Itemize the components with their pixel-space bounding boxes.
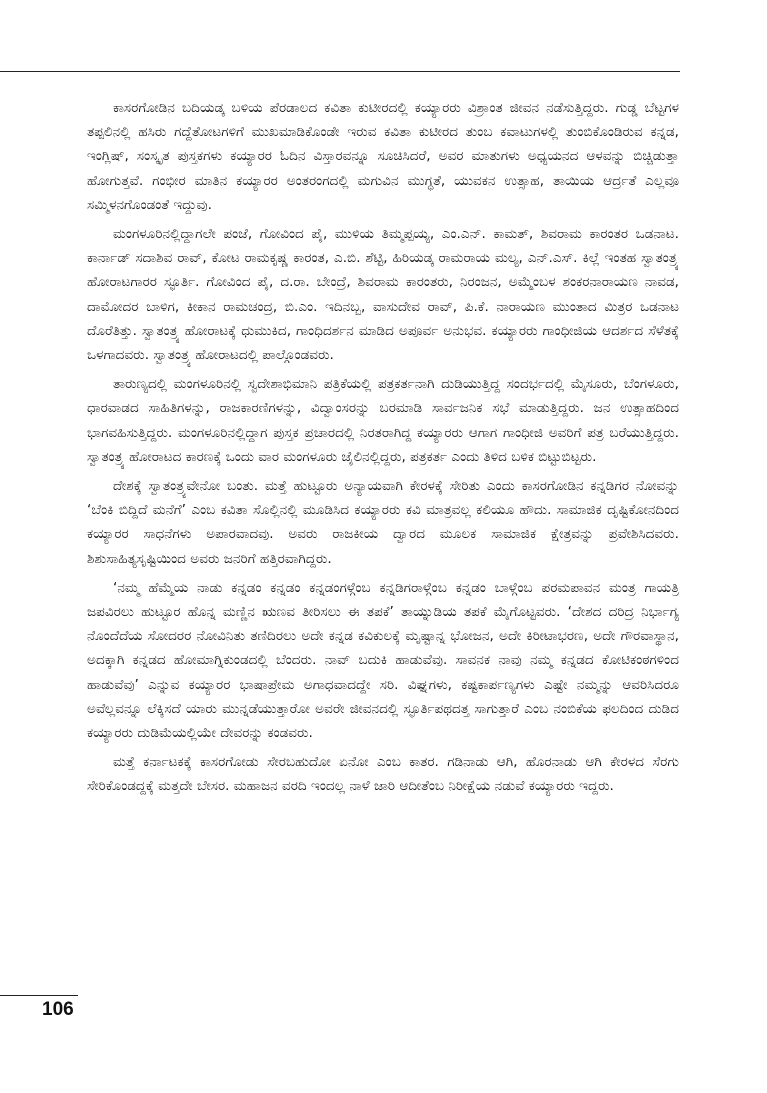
paragraph-4: ದೇಶಕ್ಕೆ ಸ್ವಾತಂತ್ರ್ಯವೇನೋ ಬಂತು. ಮತ್ತೆ ಹುಟ್ಟೂರು ಅನ್ಯಾಯವಾಗಿ ಕೇರಳಕ್ಕೆ ಸೇರಿತು ಎಂದು ಕಾಸರಗೋಡಿನ ಕನ್ನಡಿಗರ ನೋವನ್ನು ‘ಬೆಂಕಿ ಬಿದ್ದಿದೆ ಮನೆಗೆ’ ಎಂಬ ಕವಿತಾ ಸೊಲ್ಲಿನಲ್ಲಿ ಮೂಡಿಸಿದ ಕಯ್ಯಾರರು ಕವಿ ಮಾತ್ರವಲ್ಲ ಕಲಿಯೂ ಹೌದು. ಸಾಮಾಜಿಕ ದೃಷ್ಟಿಕೋನದಿಂದ ಕಯ್ಯಾರರ ಸಾಧನೆಗಳು ಅಪಾರವಾದವು. ಅವರು ರಾಜಕೀಯ ದ್ವಾರದ ಮೂಲಕ ಸಾಮಾಜಿಕ ಕ್ಷೇತ್ರವನ್ನು ಪ್ರವೇಶಿಸಿದವರು. ಶಿಶುಸಾಹಿತ್ಯಸೃಷ್ಟಿಯಿಂದ ಅವರು ಜನರಿಗೆ ಹತ್ತಿರವಾಗಿದ್ದರು. <box>87 478 679 567</box>
paragraph-2: ಮಂಗಳೂರಿನಲ್ಲಿದ್ದಾಗಲೇ ಪಂಜೆ, ಗೋವಿಂದ ಪೈ, ಮುಳಿಯ ತಿಮ್ಮಪ್ಪಯ್ಯ, ಎಂ.ಎನ್. ಕಾಮತ್, ಶಿವರಾಮ ಕಾರಂತರ ಒಡನಾಟ. ಕಾರ್ನಾಡ್ ಸದಾಶಿವ ರಾವ್, ಕೋಟ ರಾಮಕೃಷ್ಣ ಕಾರಂತ, ಎ.ಬಿ. ಶೆಟ್ಟಿ, ಹಿರಿಯಡ್ಕ ರಾಮರಾಯ ಮಲ್ಯ, ಎನ್.ಎಸ್. ಕಿಲ್ಲೆ ಇಂತಹ ಸ್ವಾತಂತ್ರ್ಯ ಹೋರಾಟಗಾರರ ಸ್ಫೂರ್ತಿ. ಗೋವಿಂದ ಪೈ, ದ.ರಾ. ಬೇಂದ್ರೆ, ಶಿವರಾಮ ಕಾರಂತರು, ನಿರಂಜನ, ಅಮ್ಮೆಂಬಳ ಶಂಕರನಾರಾಯಣ ನಾವಡ, ದಾಮೋದರ ಬಾಳಿಗ, ಕೀಕಾನ ರಾಮಚಂದ್ರ, ಬಿ.ಎಂ. ಇದಿನಬ್ಬ, ವಾಸುದೇವ ರಾವ್, ಪಿ.ಕೆ. ನಾರಾಯಣ ಮುಂತಾದ ಮಿತ್ರರ ಒಡನಾಟ ದೊರೆತಿತ್ತು. ಸ್ವಾತಂತ್ರ್ಯ ಹೋರಾಟಕ್ಕೆ ಧುಮುಕಿದ, ಗಾಂಧಿದರ್ಶನ ಮಾಡಿದ ಅಪೂರ್ವ ಅನುಭವ. ಕಯ್ಯಾರರು ಗಾಂಧೀಜಿಯ ಆದರ್ಶದ ಸೆಳೆತಕ್ಕೆ ಒಳಗಾದವರು. ಸ್ವಾತಂತ್ರ್ಯ ಹೋರಾಟದಲ್ಲಿ ಪಾಲ್ಗೊಂಡವರು. <box>87 226 679 364</box>
paragraph-1: ಕಾಸರಗೋಡಿನ ಬದಿಯಡ್ಕ ಬಳಿಯ ಪೆರಡಾಲದ ಕವಿತಾ ಕುಟೀರದಲ್ಲಿ ಕಯ್ಯಾರರು ವಿಶ್ರಾಂತ ಜೀವನ ನಡೆಸುತ್ತಿದ್ದರು. ಗುಡ್ಡ ಬೆಟ್ಟಗಳ ತಪ್ಪಲಿನಲ್ಲಿ ಹಸಿರು ಗದ್ದೆತೋಟಗಳಿಗೆ ಮುಖಮಾಡಿಕೊಂಡೇ ಇರುವ ಕವಿತಾ ಕುಟೀರದ ತುಂಬ ಕವಾಟುಗಳಲ್ಲಿ ತುಂಬಿಕೊಂಡಿರುವ ಕನ್ನಡ, ಇಂಗ್ಲಿಷ್, ಸಂಸ್ಕೃತ ಪುಸ್ತಕಗಳು ಕಯ್ಯಾರರ ಓದಿನ ವಿಸ್ತಾರವನ್ನೂ ಸೂಚಿಸಿದರೆ, ಅವರ ಮಾತುಗಳು ಅಧ್ಯಯನದ ಆಳವನ್ನು ಬಿಚ್ಚಿಡುತ್ತಾ ಹೋಗುತ್ತವೆ. ಗಂಭೀರ ಮಾತಿನ ಕಯ್ಯಾರರ ಅಂತರಂಗದಲ್ಲಿ ಮಗುವಿನ ಮುಗ್ಧತೆ, ಯುವಕನ ಉತ್ಸಾಹ, ತಾಯಿಯ ಆರ್ದ್ರತೆ ಎಲ್ಲವೂ ಸಮ್ಮಿಳನಗೊಂಡಂತೆ ಇದ್ದುವು. <box>87 100 679 213</box>
paragraph-5: ‘ನಮ್ಮ ಹೆಮ್ಮೆಯ ನಾಡು ಕನ್ನಡಂ ಕನ್ನಡಂ ಕನ್ನಡಂಗಳ್ಗೆಂಬ ಕನ್ನಡಿಗರಾಳ್ಗೆಂಬ ಕನ್ನಡಂ ಬಾಳ್ಗೆಂಬ ಪರಮಪಾವನ ಮಂತ್ರ ಗಾಯತ್ರಿ ಜಪವಿರಲು ಹುಟ್ಟೂರ ಹೊನ್ನ ಮಣ್ಣಿನ ಋಣವ ತೀರಿಸಲು ಈ ತಪಕೆ’ ತಾಯ್ನುಡಿಯ ತಪಕೆ ಮೈಗೊಟ್ಟವರು. ‘ದೇಶದ ದರಿದ್ರ ನಿರ್ಭಾಗ್ಯ ನೊಂದೆದೆಯ ಸೋದರರ ನೋವಿನಿತು ತಣಿದಿರಲು ಅದೇ ಕನ್ನಡ ಕವಿಕುಲಕ್ಕೆ ಮೃಷ್ಟಾನ್ನ ಭೋಜನ, ಅದೇ ಕಿರೀಟಾಭರಣ, ಅದೇ ಗೌರವಾಸ್ಥಾನ, ಅದಕ್ಕಾಗಿ ಕನ್ನಡದ ಹೋಮಾಗ್ನಿಕುಂಡದಲ್ಲಿ ಬೆಂದರು. ನಾವ್ ಬದುಕಿ ಹಾಡುವೆವು. ಸಾವನಕ ನಾವು ನಮ್ಮ ಕನ್ನಡದ ಕೋಟಿಕಂಠಗಳಿಂದ ಹಾಡುವೆವು’ ಎನ್ನುವ ಕಯ್ಯಾರರ ಭಾಷಾಪ್ರೇಮ ಅಗಾಧವಾದದ್ದೇ ಸರಿ. ವಿಘ್ನಗಳು, ಕಷ್ಟಕಾರ್ಪಣ್ಯಗಳು ಎಷ್ಟೇ ನಮ್ಮನ್ನು ಆವರಿಸಿದರೂ ಅವೆಲ್ಲವನ್ನೂ ಲೆಕ್ಕಿಸದೆ ಯಾರು ಮುನ್ನಡೆಯುತ್ತಾರೋ ಅವರೇ ಜೀವನದಲ್ಲಿ ಸ್ಫೂರ್ತಿಪಥದತ್ತ ಸಾಗುತ್ತಾರೆ ಎಂಬ ನಂಬಿಕೆಯ ಫಲದಿಂದ ದುಡಿದ ಕಯ್ಯಾರರು ದುಡಿಮೆಯಲ್ಲಿಯೇ ದೇವರನ್ನು ಕಂಡವರು. <box>87 579 679 742</box>
header-rule <box>0 71 680 72</box>
footer-rule <box>0 995 78 996</box>
page-number: 106 <box>42 999 74 1020</box>
paragraph-6: ಮತ್ತೆ ಕರ್ನಾಟಕಕ್ಕೆ ಕಾಸರಗೋಡು ಸೇರಬಹುದೋ ಏನೋ ಎಂಬ ಕಾತರ. ಗಡಿನಾಡು ಆಗಿ, ಹೊರನಾಡು ಆಗಿ ಕೇರಳದ ಸೆರಗು ಸೇರಿಕೊಂಡದ್ದಕ್ಕೆ ಮತ್ತದೇ ಬೇಸರ. ಮಹಾಜನ ವರದಿ ಇಂದಲ್ಲ ನಾಳೆ ಜಾರಿ ಆದೀತೆಂಬ ನಿರೀಕ್ಷೆಯ ನಡುವೆ ಕಯ್ಯಾರರು ಇದ್ದರು. <box>87 754 679 795</box>
paragraph-3: ತಾರುಣ್ಯದಲ್ಲಿ ಮಂಗಳೂರಿನಲ್ಲಿ ಸ್ವದೇಶಾಭಿಮಾನಿ ಪತ್ರಿಕೆಯಲ್ಲಿ ಪತ್ರಕರ್ತನಾಗಿ ದುಡಿಯುತ್ತಿದ್ದ ಸಂದರ್ಭದಲ್ಲಿ ಮೈಸೂರು, ಬೆಂಗಳೂರು, ಧಾರವಾಡದ ಸಾಹಿತಿಗಳನ್ನು, ರಾಜಕಾರಣಿಗಳನ್ನು, ವಿದ್ವಾಂಸರನ್ನು ಬರಮಾಡಿ ಸಾರ್ವಜನಿಕ ಸಭೆ ಮಾಡುತ್ತಿದ್ದರು. ಜನ ಉತ್ಸಾಹದಿಂದ ಭಾಗವಹಿಸುತ್ತಿದ್ದರು. ಮಂಗಳೂರಿನಲ್ಲಿದ್ದಾಗ ಪುಸ್ತಕ ಪ್ರಚಾರದಲ್ಲಿ ನಿರತರಾಗಿದ್ದ ಕಯ್ಯಾರರು ಆಗಾಗ ಗಾಂಧೀಜಿ ಅವರಿಗೆ ಪತ್ರ ಬರೆಯುತ್ತಿದ್ದರು. ಸ್ವಾತಂತ್ರ್ಯ ಹೋರಾಟದ ಕಾರಣಕ್ಕೆ ಒಂದು ವಾರ ಮಂಗಳೂರು ಜೈಲಿನಲ್ಲಿದ್ದರು, ಪತ್ರಕರ್ತ ಎಂದು ತಿಳಿದ ಬಳಿಕ ಬಿಟ್ಟುಬಿಟ್ಟರು. <box>87 376 679 465</box>
body-text <box>87 96 679 804</box>
